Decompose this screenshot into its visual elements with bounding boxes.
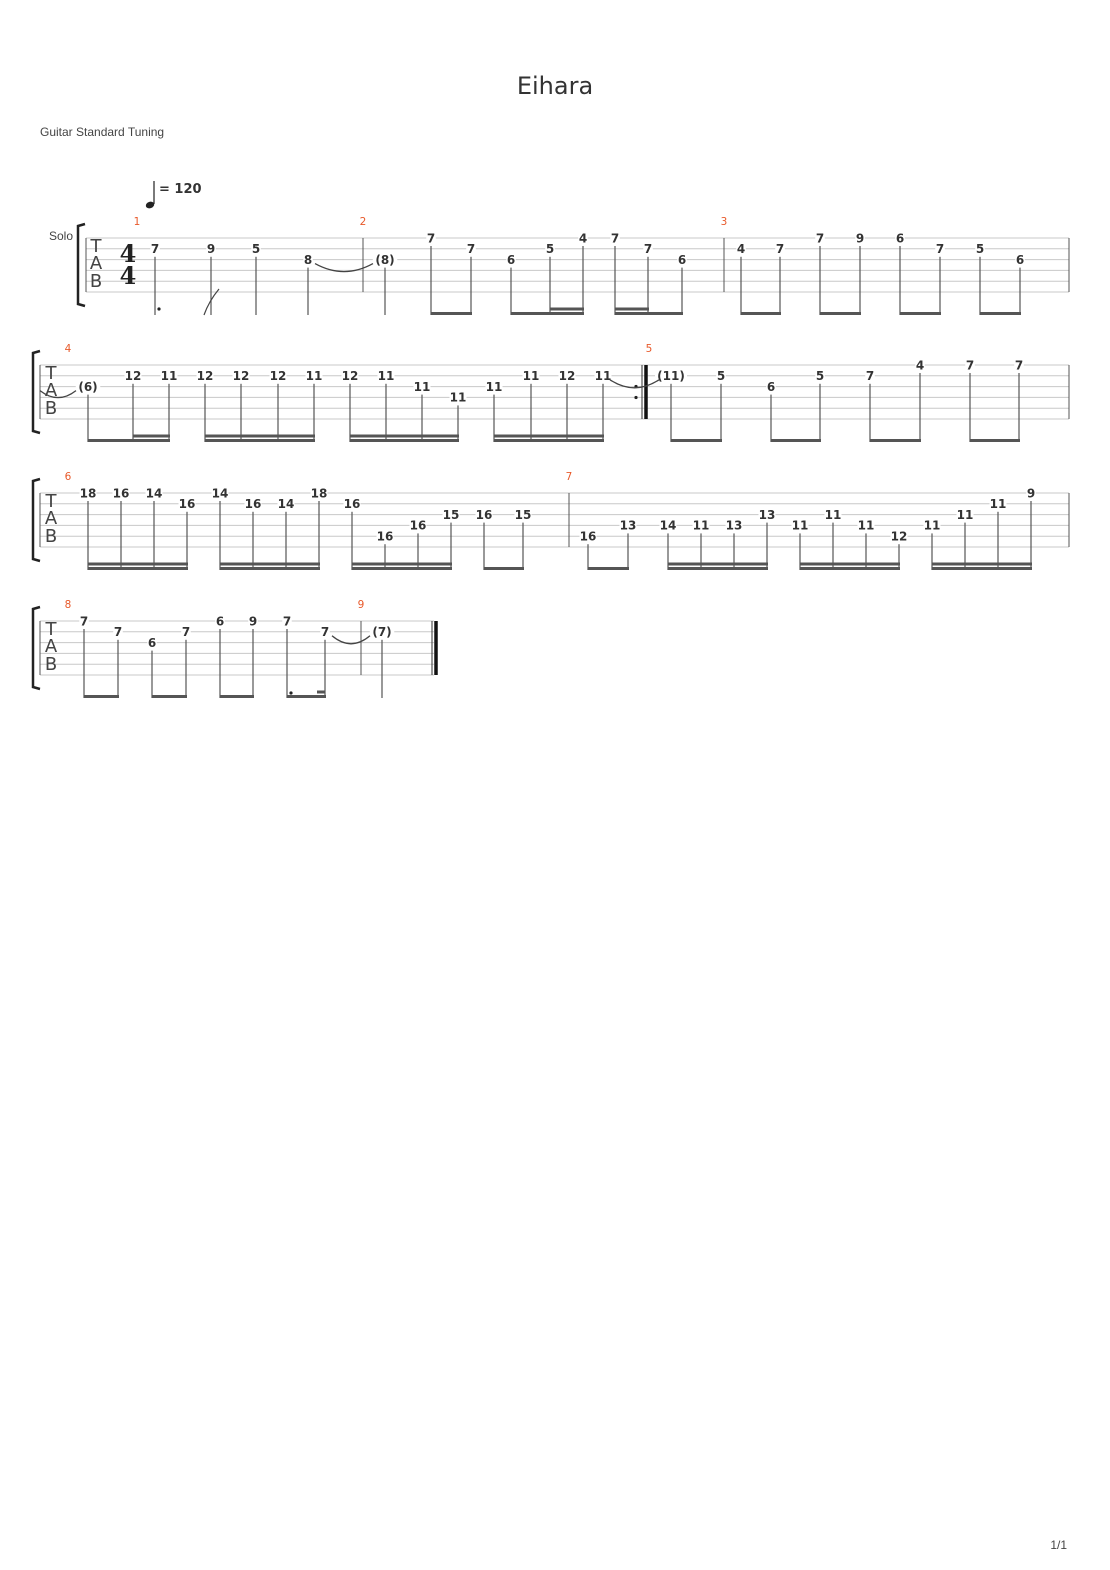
fret-number: 7 [935, 242, 945, 257]
fret-number: 16 [409, 518, 427, 533]
fret-number: 6 [766, 379, 776, 394]
page-number: 1/1 [1050, 1538, 1067, 1552]
fret-number: 5 [815, 369, 825, 384]
time-signature-top: 4 [119, 239, 137, 268]
fret-number: 6 [147, 635, 157, 650]
beam-secondary [350, 435, 459, 438]
measure-number: 9 [357, 599, 365, 611]
fret-number: (6) [78, 379, 98, 394]
fret-number: 14 [211, 486, 229, 501]
beam [88, 439, 170, 442]
beam-secondary [615, 308, 649, 311]
fret-number: 11 [413, 379, 431, 394]
measure-number: 1 [133, 216, 141, 228]
fret-number: 7 [150, 242, 160, 257]
system-bracket [33, 351, 40, 433]
tab-clef-letter: B [44, 398, 58, 419]
fret-number: 6 [215, 614, 225, 629]
beam [671, 439, 722, 442]
fret-number: 4 [915, 358, 925, 373]
fret-number: 9 [855, 231, 865, 246]
fret-number: 7 [426, 231, 436, 246]
fret-number: 16 [475, 507, 493, 522]
fret-number: 15 [442, 507, 460, 522]
dotted-rhythm-dot [289, 691, 292, 694]
beam [980, 312, 1021, 315]
beam [511, 312, 584, 315]
measure-number: 5 [645, 343, 653, 355]
fret-number: 11 [956, 507, 974, 522]
score-title: Eihara [516, 72, 594, 100]
measure-number: 3 [720, 216, 728, 228]
fret-number: 9 [206, 242, 216, 257]
beam [668, 567, 768, 570]
beam [220, 695, 254, 698]
beam [350, 439, 459, 442]
fret-number: 4 [578, 231, 588, 246]
beam [771, 439, 821, 442]
fret-number: 7 [965, 358, 975, 373]
tuning-label: Guitar Standard Tuning [40, 125, 165, 139]
beam [484, 567, 524, 570]
fret-number: 16 [112, 486, 130, 501]
fret-number: 11 [989, 497, 1007, 512]
fret-number: 11 [522, 369, 540, 384]
fret-number: 6 [1015, 252, 1025, 267]
beam [352, 567, 452, 570]
fret-number: 6 [677, 252, 687, 267]
fret-number: 7 [320, 625, 330, 640]
fret-number: 5 [975, 242, 985, 257]
fret-number: 5 [545, 242, 555, 257]
beam [588, 567, 629, 570]
beam-secondary [205, 435, 315, 438]
tab-clef-letter: B [44, 526, 58, 547]
fret-number: 12 [341, 369, 359, 384]
fret-number: 12 [890, 529, 908, 544]
tab-clef-letter: T [45, 619, 57, 640]
fret-number: (11) [657, 369, 685, 384]
system-bracket [78, 224, 85, 306]
fret-number: 4 [736, 242, 746, 257]
fret-number: 7 [79, 614, 89, 629]
tab-clef-letter: A [44, 508, 58, 529]
measure-number: 4 [64, 343, 72, 355]
system-bracket [33, 607, 40, 689]
fret-number: 13 [619, 518, 637, 533]
track-name: Solo [49, 229, 74, 243]
tab-clef-letter: B [89, 271, 103, 292]
fret-number: 11 [449, 390, 467, 405]
fret-number: 7 [181, 625, 191, 640]
beam-secondary [220, 563, 320, 566]
tab-score [0, 0, 1110, 760]
fret-number: 11 [305, 369, 323, 384]
tab-clef-letter: T [90, 236, 102, 257]
fret-number: 9 [248, 614, 258, 629]
tab-clef-letter: A [44, 380, 58, 401]
fret-number: 12 [124, 369, 142, 384]
beam-partial [317, 691, 325, 694]
fret-number: 6 [506, 252, 516, 267]
fret-number: 14 [145, 486, 163, 501]
fret-number: 12 [269, 369, 287, 384]
beam-secondary [800, 563, 900, 566]
beam-secondary [668, 563, 768, 566]
beam [741, 312, 781, 315]
beam [220, 567, 320, 570]
fret-number: 11 [923, 518, 941, 533]
fret-number: 7 [865, 369, 875, 384]
system-bracket [33, 479, 40, 561]
fret-number: 12 [232, 369, 250, 384]
fret-number: 11 [857, 518, 875, 533]
fret-number: 16 [244, 497, 262, 512]
fret-number: 5 [251, 242, 261, 257]
fret-number: 16 [178, 497, 196, 512]
fret-number: 13 [725, 518, 743, 533]
beam [900, 312, 941, 315]
beam [287, 695, 326, 698]
beam [431, 312, 472, 315]
fret-number: 18 [79, 486, 97, 501]
beam [152, 695, 187, 698]
fret-number: (7) [372, 625, 392, 640]
fret-number: (8) [375, 252, 395, 267]
fret-number: 7 [643, 242, 653, 257]
fret-number: 7 [815, 231, 825, 246]
beam-secondary [352, 563, 452, 566]
beam [84, 695, 119, 698]
fret-number: 11 [791, 518, 809, 533]
fret-number: 15 [514, 507, 532, 522]
beam-secondary [133, 435, 170, 438]
fret-number: 16 [376, 529, 394, 544]
fret-number: 9 [1026, 486, 1036, 501]
beam-secondary [494, 435, 604, 438]
fret-number: 11 [485, 379, 503, 394]
fret-number: 18 [310, 486, 328, 501]
fret-number: 7 [282, 614, 292, 629]
beam [800, 567, 900, 570]
fret-number: 12 [558, 369, 576, 384]
beam [932, 567, 1032, 570]
dotted-rhythm-dot [157, 307, 160, 310]
fret-number: 11 [160, 369, 178, 384]
beam-secondary [550, 308, 584, 311]
fret-number: 11 [692, 518, 710, 533]
tab-clef-letter: A [89, 253, 103, 274]
beam [820, 312, 861, 315]
beam [88, 567, 188, 570]
fret-number: 14 [277, 497, 295, 512]
fret-number: 11 [594, 369, 612, 384]
fret-number: 7 [610, 231, 620, 246]
fret-number: 11 [377, 369, 395, 384]
measure-number: 8 [64, 599, 72, 611]
measure-number: 7 [565, 471, 573, 483]
beam-secondary [88, 563, 188, 566]
beam-secondary [932, 563, 1032, 566]
fret-number: 7 [1014, 358, 1024, 373]
fret-number: 13 [758, 507, 776, 522]
fret-number: 14 [659, 518, 677, 533]
tab-clef-letter: B [44, 654, 58, 675]
fret-number: 11 [824, 507, 842, 522]
repeat-dot [634, 396, 637, 399]
time-signature-bottom: 4 [119, 261, 137, 290]
fret-number: 16 [579, 529, 597, 544]
tempo-label: = 120 [159, 182, 202, 197]
beam [870, 439, 921, 442]
measure-number: 2 [359, 216, 367, 228]
fret-number: 7 [466, 242, 476, 257]
tab-clef-letter: A [44, 636, 58, 657]
tab-clef-letter: T [45, 363, 57, 384]
fret-number: 7 [113, 625, 123, 640]
fret-number: 7 [775, 242, 785, 257]
fret-number: 12 [196, 369, 214, 384]
tab-clef-letter: T [45, 491, 57, 512]
measure-number: 6 [64, 471, 72, 483]
beam [205, 439, 315, 442]
beam [970, 439, 1020, 442]
fret-number: 16 [343, 497, 361, 512]
fret-number: 5 [716, 369, 726, 384]
beam [615, 312, 683, 315]
beam [494, 439, 604, 442]
fret-number: 8 [303, 252, 313, 267]
fret-number: 6 [895, 231, 905, 246]
